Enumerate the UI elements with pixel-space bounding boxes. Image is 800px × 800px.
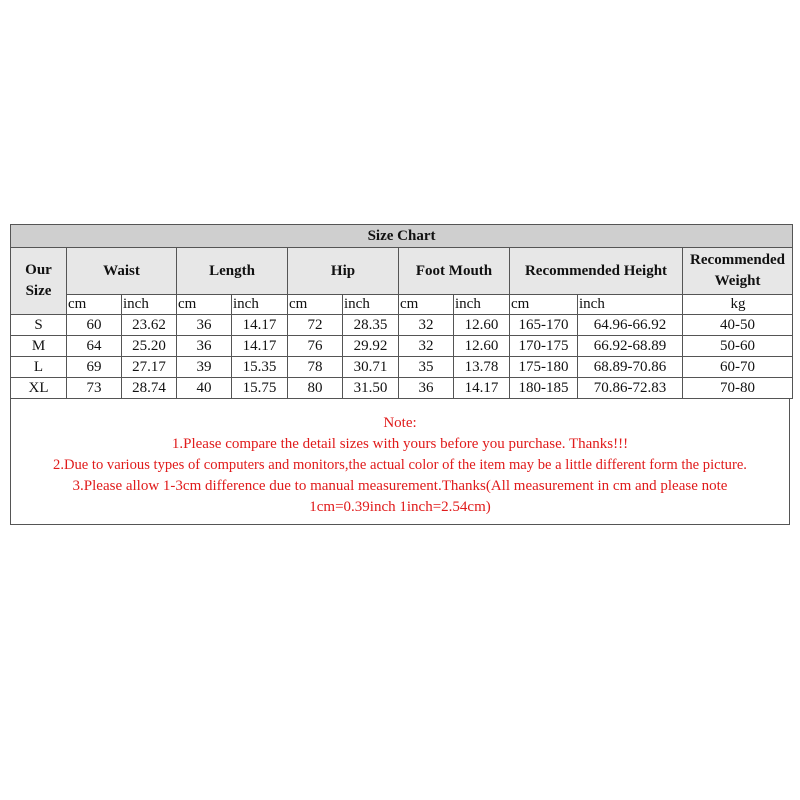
weight-kg-cell: 50-60 [683, 336, 793, 357]
header-our-size-label: Our Size [25, 262, 52, 299]
foot-cm-cell: 32 [399, 315, 454, 336]
length-cm-cell: 36 [177, 315, 232, 336]
length-inch-cell: 14.17 [232, 336, 288, 357]
size-chart-table [10, 224, 793, 399]
header-foot-mouth: Foot Mouth [399, 248, 510, 295]
weight-kg-cell: 60-70 [683, 357, 793, 378]
length-inch-cell: 15.75 [232, 378, 288, 399]
unit-length-cm: cm [177, 295, 232, 315]
size-cell: L [11, 357, 67, 378]
size-cell: M [11, 336, 67, 357]
unit-length-inch: inch [232, 295, 288, 315]
height-cm-cell: 180-185 [510, 378, 578, 399]
unit-foot-inch: inch [454, 295, 510, 315]
note-line-2: 2.Due to various types of computers and monitors,the actual color of the item may be a little different form the picture. [53, 457, 747, 473]
unit-hip-inch: inch [343, 295, 399, 315]
waist-inch-cell: 28.74 [122, 378, 177, 399]
height-cm-cell: 170-175 [510, 336, 578, 357]
hip-cm-cell: 72 [288, 315, 343, 336]
length-cm-cell: 36 [177, 336, 232, 357]
foot-inch-cell: 13.78 [454, 357, 510, 378]
hip-inch-cell: 29.92 [343, 336, 399, 357]
unit-foot-cm: cm [399, 295, 454, 315]
foot-inch-cell: 14.17 [454, 378, 510, 399]
hip-inch-cell: 31.50 [343, 378, 399, 399]
foot-cm-cell: 32 [399, 336, 454, 357]
foot-inch-cell: 12.60 [454, 336, 510, 357]
waist-cm-cell: 69 [67, 357, 122, 378]
length-inch-cell: 14.17 [232, 315, 288, 336]
table-row [11, 378, 793, 399]
size-cell: XL [11, 378, 67, 399]
unit-height-cm: cm [510, 295, 578, 315]
height-inch-cell: 68.89-70.86 [578, 357, 683, 378]
note-line-3: 3.Please allow 1-3cm difference due to manual measurement.Thanks(All measurement in cm and please note [72, 478, 728, 494]
height-inch-cell: 70.86-72.83 [578, 378, 683, 399]
height-cm-cell: 175-180 [510, 357, 578, 378]
foot-cm-cell: 35 [399, 357, 454, 378]
waist-inch-cell: 27.17 [122, 357, 177, 378]
hip-cm-cell: 80 [288, 378, 343, 399]
weight-kg-cell: 70-80 [683, 378, 793, 399]
table-row [11, 315, 793, 336]
table-row [11, 357, 793, 378]
height-inch-cell: 66.92-68.89 [578, 336, 683, 357]
table-row [11, 336, 793, 357]
hip-cm-cell: 78 [288, 357, 343, 378]
waist-cm-cell: 60 [67, 315, 122, 336]
header-recommended-weight-label: Recommended Weight [690, 252, 786, 289]
length-inch-cell: 15.35 [232, 357, 288, 378]
note-line-3-cont: 1cm=0.39inch 1inch=2.54cm) [309, 499, 491, 515]
header-waist: Waist [67, 248, 177, 295]
unit-height-inch: inch [578, 295, 683, 315]
unit-waist-cm: cm [67, 295, 122, 315]
waist-cm-cell: 73 [67, 378, 122, 399]
unit-waist-inch: inch [122, 295, 177, 315]
length-cm-cell: 40 [177, 378, 232, 399]
waist-inch-cell: 25.20 [122, 336, 177, 357]
note-line-1: 1.Please compare the detail sizes with yours before you purchase. Thanks!!! [171, 436, 629, 452]
foot-cm-cell: 36 [399, 378, 454, 399]
hip-inch-cell: 30.71 [343, 357, 399, 378]
hip-inch-cell: 28.35 [343, 315, 399, 336]
waist-cm-cell: 64 [67, 336, 122, 357]
hip-cm-cell: 76 [288, 336, 343, 357]
header-recommended-weight [683, 248, 793, 295]
header-recommended-height: Recommended Height [510, 248, 683, 295]
length-cm-cell: 39 [177, 357, 232, 378]
height-cm-cell: 165-170 [510, 315, 578, 336]
header-our-size [11, 248, 67, 315]
height-inch-cell: 64.96-66.92 [578, 315, 683, 336]
unit-weight-kg: kg [683, 295, 793, 315]
header-length: Length [177, 248, 288, 295]
foot-inch-cell: 12.60 [454, 315, 510, 336]
chart-title: Size Chart [11, 225, 793, 248]
notes-box [10, 399, 790, 525]
unit-hip-cm: cm [288, 295, 343, 315]
note-heading: Note: [383, 415, 417, 431]
header-hip: Hip [288, 248, 399, 295]
waist-inch-cell: 23.62 [122, 315, 177, 336]
size-chart-container [10, 224, 792, 525]
weight-kg-cell: 40-50 [683, 315, 793, 336]
size-cell: S [11, 315, 67, 336]
